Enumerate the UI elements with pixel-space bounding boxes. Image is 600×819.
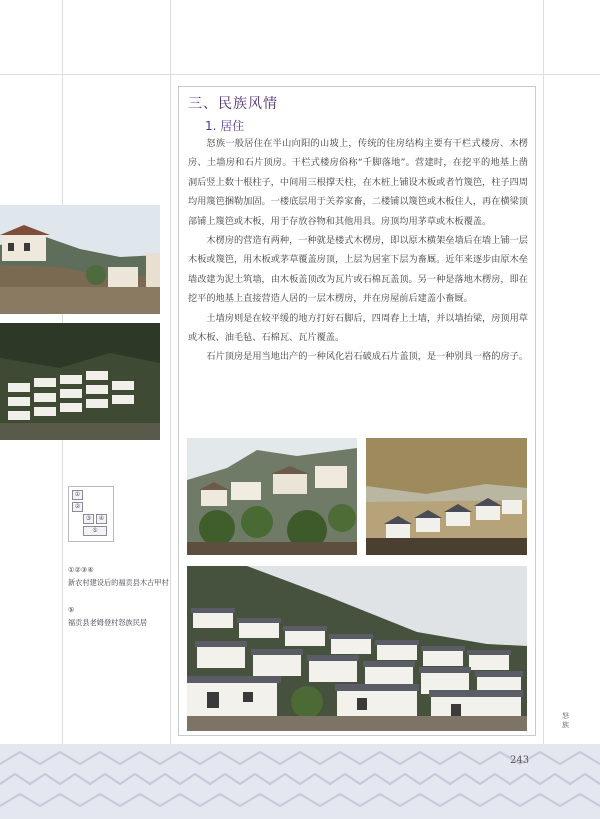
photo-village-slope: [0, 205, 160, 314]
key-cell-2: ②: [72, 502, 83, 512]
subsection-title: 1. 居住: [205, 119, 245, 133]
photo-hillside-rows: [0, 323, 160, 440]
photo-village-valley: [366, 438, 527, 555]
key-cell-5: ⑤: [83, 526, 107, 536]
paragraph-1: 怒族一般居住在半山向阳的山坡上，传统的住房结构主要有干栏式楼房、木楞房、土墙房和石片顶房。干栏式楼房俗称“千脚落地”。营建时，在挖平的地基上凿洞后竖上数十根柱子，中间用三根撑天柱，在木桩上铺设木板或者竹篾笆，柱子四周均用篾笆捆勒加固。一楼底层用于关养家畜，二楼铺以篾笆或木板住人，再在横梁顶部铺上篾笆或木板，用于存放谷物和其他用具。房顶均用茅草或木板覆盖。: [188, 138, 528, 227]
caption-group-1: [68, 563, 178, 589]
caption-1-text: 新农村建设后的福贡县木古甲村: [68, 578, 169, 587]
caption-2-text: 福贡县老姆登村怒族民居: [68, 618, 148, 627]
key-cell-3: ③: [83, 514, 94, 524]
key-cell-1: ①: [72, 490, 83, 500]
guide-line-mid: [170, 0, 171, 744]
caption-group-2: [68, 603, 178, 629]
photo-index-key: [68, 486, 114, 542]
caption-2-marks: ⑤: [68, 605, 75, 614]
section-title: 三、民族风情: [188, 96, 278, 112]
page-number: 243: [510, 755, 530, 766]
guide-line-top: [0, 74, 600, 75]
key-cell-4: ④: [96, 514, 107, 524]
article-body: [188, 134, 528, 367]
paragraph-2: 木楞房的营造有两种，一种就是楼式木楞房，即以原木横架垒墙后在墙上铺一层木板或篾笆，用木板或茅草覆盖房顶，上层为居室下层为畜厩。近年来逐步由原木垒墙改建为泥土筑墙，由木板盖顶改为瓦片或石棉瓦盖顶。另一种是落地木楞房，即在挖平的地基上直接营造人居的一层木楞房，并在房屋前后建盖小畜厩。: [188, 235, 528, 305]
photo-village-trees: [187, 438, 357, 555]
caption-1-marks: ①②③④: [68, 565, 94, 574]
side-tab-label: 怒族: [562, 712, 569, 729]
guide-line-right: [543, 0, 544, 744]
paragraph-3: 土墙房则是在较平缓的地方打好石脚后，四周舂上土墙，并以墙抬梁，房顶用草或木板、油毛毡、石棉瓦、瓦片覆盖。: [188, 312, 528, 344]
paragraph-4: 石片顶房是用当地出产的一种风化岩石破成石片盖顶，是一种别具一格的房子。: [206, 351, 528, 363]
photo-new-village-wide: [187, 566, 527, 731]
